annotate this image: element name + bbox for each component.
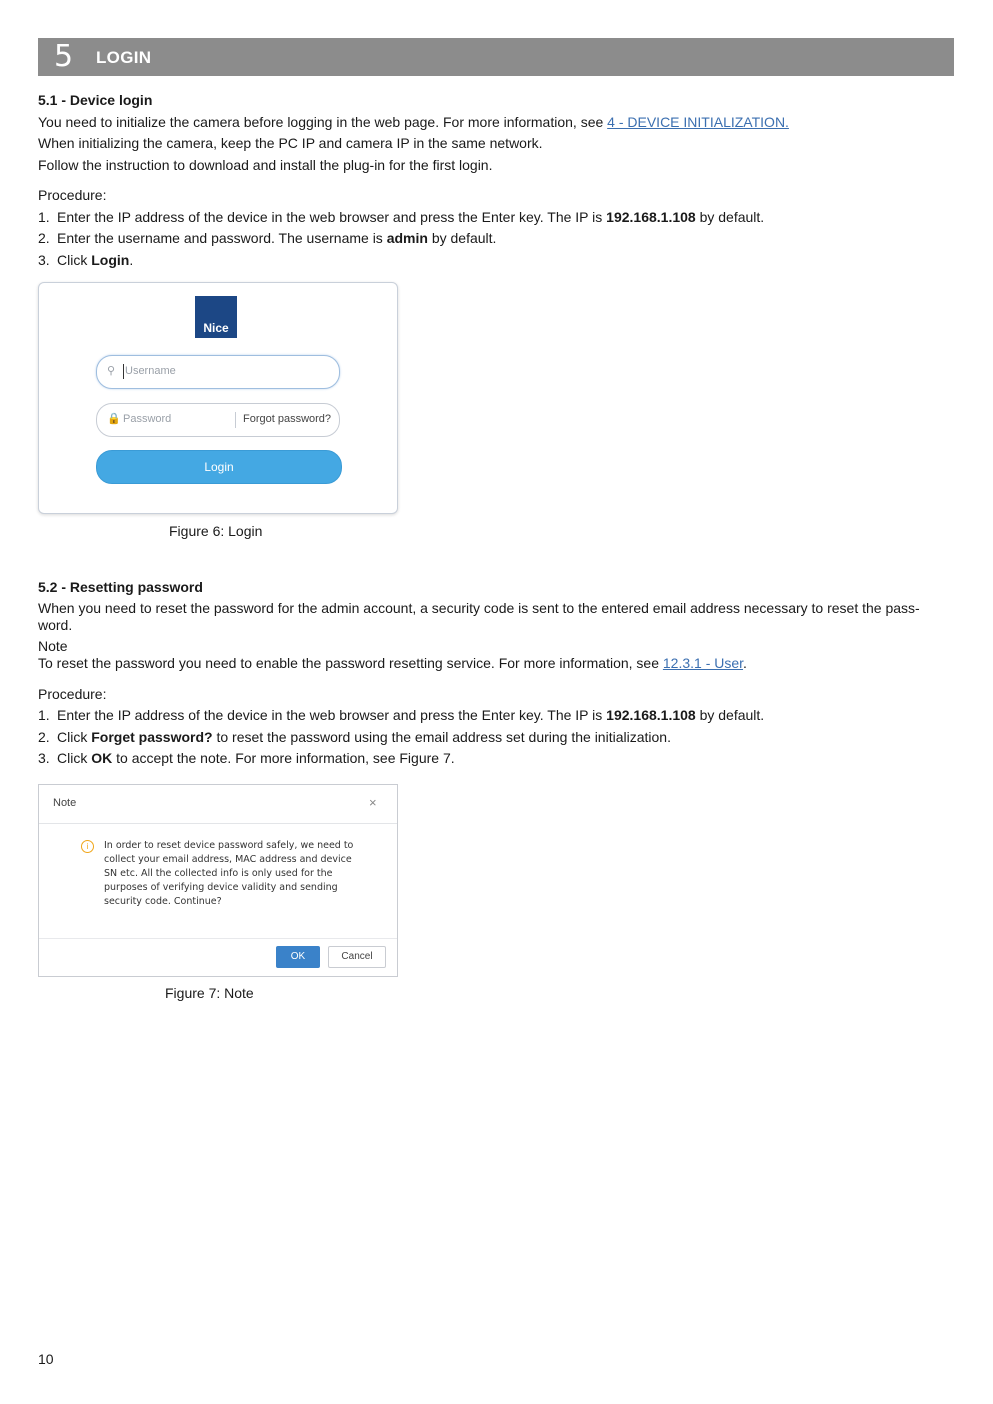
list-text: Click (57, 750, 92, 766)
figure-caption: Figure 7: Note (165, 985, 254, 1001)
ok-button[interactable]: OK (276, 946, 320, 968)
list-bold: 192.168.1.108 (606, 209, 696, 225)
user-icon: ⚲ (107, 365, 116, 377)
dialog-message (104, 839, 354, 909)
password-input[interactable] (96, 403, 340, 437)
list-text: by default. (695, 209, 765, 225)
dialog-title: Note (53, 797, 77, 809)
figure-caption: Figure 6: Login (169, 523, 263, 539)
info-icon: i (81, 840, 94, 853)
list-item (38, 728, 958, 746)
section-heading-device-login: 5.1 - Device login (38, 92, 153, 108)
nice-logo: Nice (195, 296, 237, 338)
link-device-initialization[interactable]: 4 - DEVICE INITIALIZATION. (607, 114, 789, 130)
cancel-button[interactable]: Cancel (328, 946, 386, 968)
password-placeholder: Password (123, 413, 172, 425)
login-button[interactable]: Login (96, 450, 342, 484)
link-user[interactable]: 12.3.1 - User (662, 655, 744, 671)
section-heading-resetting-password: 5.2 - Resetting password (38, 579, 203, 595)
list-text: Click (57, 252, 92, 268)
close-icon[interactable]: × (369, 795, 377, 810)
username-input[interactable] (96, 355, 340, 389)
list-item (38, 251, 958, 269)
chapter-header (38, 38, 954, 76)
list-bold: admin (386, 230, 428, 246)
list-item (38, 208, 958, 226)
list-text: by default. (427, 230, 497, 246)
message-line: security code. Continue? (104, 896, 222, 907)
list-number: 2. (38, 729, 50, 745)
paragraph: When initializing the camera, keep the PC IP and camera IP in the same network. (38, 135, 543, 151)
login-screenshot (38, 282, 398, 514)
note-label: Note (38, 638, 68, 654)
paragraph-text: . (743, 655, 747, 671)
paragraph-text: To reset the password you need to enable the password resetting service. For more information, see (38, 655, 663, 671)
list-text: by default. (695, 707, 765, 723)
message-line: In order to reset device password safely, we need to (104, 840, 354, 851)
dialog-footer-divider (39, 938, 397, 939)
procedure-label: Procedure: (38, 686, 107, 702)
list-text: to accept the note. For more information, see Figure 7. (112, 750, 455, 766)
text-caret (123, 364, 124, 379)
list-text: . (129, 252, 134, 268)
note-dialog-screenshot (38, 784, 398, 977)
paragraph: Follow the instruction to download and install the plug-in for the first login. (38, 157, 493, 173)
chapter-number: 5 (54, 39, 74, 74)
dialog-header (39, 785, 397, 824)
list-text: Enter the IP address of the device in the web browser and press the Enter key. The IP is (57, 209, 607, 225)
forgot-password-link[interactable]: Forgot password? (243, 413, 332, 425)
list-text: Enter the username and password. The username is (57, 230, 387, 246)
list-item (38, 749, 958, 767)
page-number: 10 (38, 1351, 54, 1367)
list-number: 3. (38, 750, 50, 766)
paragraph: word. (38, 617, 73, 633)
list-number: 2. (38, 230, 50, 246)
list-text: Enter the IP address of the device in the web browser and press the Enter key. The IP is (57, 707, 607, 723)
lock-icon: 🔒 (107, 413, 121, 425)
procedure-label: Procedure: (38, 187, 107, 203)
list-bold: Login (91, 252, 130, 268)
message-line: collect your email address, MAC address and device (104, 854, 352, 865)
list-item (38, 706, 958, 724)
paragraph: When you need to reset the password for the admin account, a security code is sent to the entered email address necessary to reset the pass- (38, 600, 920, 616)
paragraph (38, 113, 958, 131)
list-number: 1. (38, 707, 50, 723)
list-text: to reset the password using the email address set during the initialization. (212, 729, 671, 745)
paragraph (38, 654, 958, 672)
list-bold: OK (91, 750, 113, 766)
list-bold: 192.168.1.108 (606, 707, 696, 723)
list-number: 3. (38, 252, 50, 268)
chapter-title: LOGIN (96, 48, 152, 67)
username-placeholder: Username (125, 365, 176, 377)
message-line: purposes of verifying device validity and sending (104, 882, 338, 893)
message-line: SN etc. All the collected info is only used for the (104, 868, 333, 879)
list-item (38, 229, 958, 247)
list-text: Click (57, 729, 92, 745)
divider (235, 412, 236, 428)
paragraph-text: You need to initialize the camera before logging in the web page. For more information, see (38, 114, 608, 130)
list-number: 1. (38, 209, 50, 225)
list-bold: Forget password? (91, 729, 213, 745)
